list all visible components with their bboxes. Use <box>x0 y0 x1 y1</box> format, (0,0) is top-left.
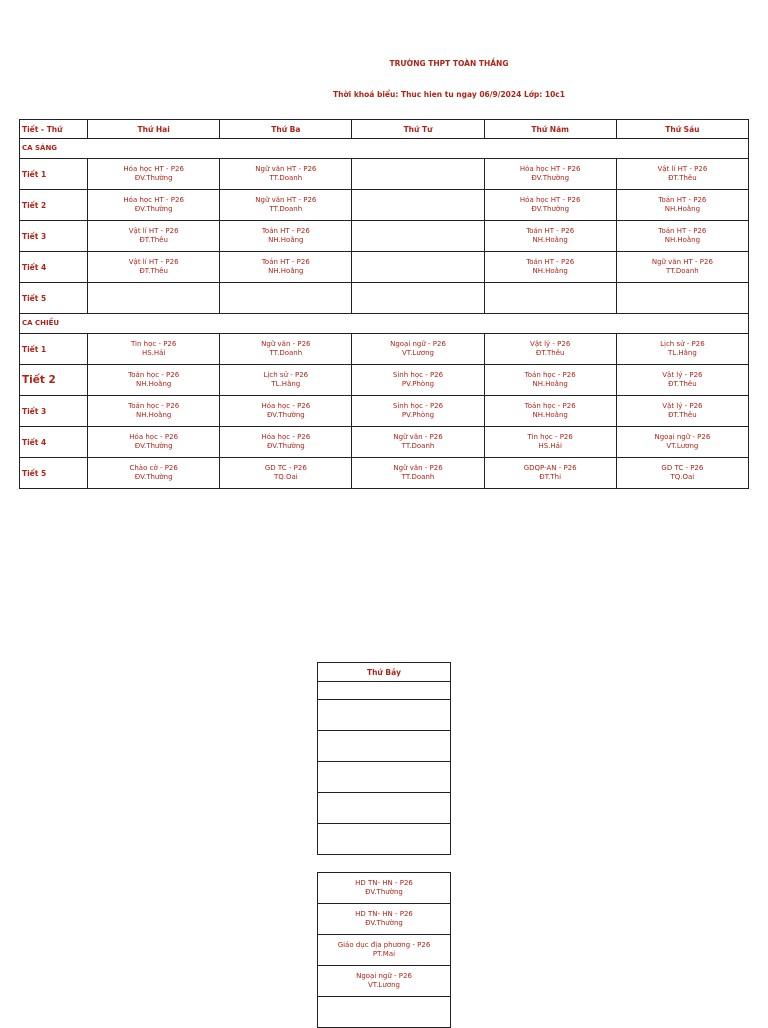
teacher-name: HS.Hải <box>538 442 562 450</box>
morning-row <box>20 283 749 314</box>
schedule-cell <box>616 283 748 314</box>
schedule-cell <box>484 221 616 252</box>
subject-name: Sinh học - P26 <box>392 371 444 379</box>
schedule-cell <box>88 221 220 252</box>
teacher-name: NH.Hoằng <box>136 380 172 388</box>
teacher-name: ĐT.Thi <box>539 473 562 481</box>
teacher-name: ĐT.Thêu <box>139 267 168 275</box>
timetable-main <box>19 119 749 489</box>
teacher-name: TT.Doanh <box>401 473 435 481</box>
teacher-name: VT.Lương <box>666 442 699 450</box>
header-monday: Thứ Hai <box>88 120 220 139</box>
schedule-cell <box>220 427 352 458</box>
schedule-cell <box>484 458 616 489</box>
teacher-name: ĐV.Thường <box>134 174 173 182</box>
schedule-cell <box>88 283 220 314</box>
schedule-cell <box>220 283 352 314</box>
subject-name: Hóa học HT - P26 <box>123 165 184 173</box>
teacher-name: PT.Mai <box>372 950 396 958</box>
teacher-name: PV.Phòng <box>401 411 435 419</box>
subject-name: Lịch sử - P26 <box>263 371 309 379</box>
timetable-saturday <box>317 662 451 1028</box>
saturday-morning-spacer <box>318 682 451 700</box>
teacher-name: NH.Hoằng <box>532 380 568 388</box>
subject-name: GD TC - P26 <box>661 464 704 472</box>
teacher-name: PV.Phòng <box>401 380 435 388</box>
saturday-cell <box>318 793 451 824</box>
teacher-name: ĐV.Thường <box>134 442 173 450</box>
saturday-cell <box>318 824 451 855</box>
subject-name: Hóa học - P26 <box>261 402 311 410</box>
header-thursday: Thứ Năm <box>484 120 616 139</box>
saturday-shift-gap <box>318 855 451 873</box>
subject-name: Chào cờ - P26 <box>129 464 178 472</box>
schedule-cell <box>616 190 748 221</box>
header-friday: Thứ Sáu <box>616 120 748 139</box>
subject-name: Vật lí HT - P26 <box>128 227 179 235</box>
teacher-name: TL.Hằng <box>667 349 697 357</box>
saturday-cell <box>318 873 451 904</box>
teacher-name: NH.Hoằng <box>268 267 304 275</box>
schedule-cell <box>352 190 484 221</box>
schedule-cell <box>88 190 220 221</box>
header-saturday: Thứ Bảy <box>318 663 451 682</box>
schedule-cell <box>352 427 484 458</box>
subject-name: Toán HT - P26 <box>261 258 310 266</box>
teacher-name: NH.Hoằng <box>532 267 568 275</box>
subject-name: Hóa học HT - P26 <box>519 165 581 173</box>
schedule-cell <box>88 427 220 458</box>
subject-name: Toán HT - P26 <box>658 227 707 235</box>
teacher-name: TL.Hằng <box>271 380 301 388</box>
teacher-name: TT.Doanh <box>666 267 699 275</box>
period-label: Tiết 1 <box>20 159 88 190</box>
schedule-cell <box>88 396 220 427</box>
morning-row <box>20 159 749 190</box>
header-wednesday: Thứ Tư <box>352 120 484 139</box>
schedule-cell <box>352 283 484 314</box>
teacher-name: ĐV.Thường <box>266 411 305 419</box>
subject-name: GDQP-AN - P26 <box>523 464 577 472</box>
subject-name: Ngoại ngữ - P26 <box>356 972 412 980</box>
schedule-cell <box>616 458 748 489</box>
afternoon-row <box>20 334 749 365</box>
teacher-name: NH.Hoằng <box>532 411 568 419</box>
timetable-subtitle: Thời khoá biểu: Thuc hien tu ngay 06/9/2024 Lớp: 10c1 <box>333 90 565 99</box>
schedule-cell <box>352 365 484 396</box>
header-tuesday: Thứ Ba <box>220 120 352 139</box>
period-label: Tiết 3 <box>20 396 88 427</box>
subject-name: Ngữ văn - P26 <box>393 464 443 472</box>
period-label: Tiết 2 <box>20 365 88 396</box>
teacher-name: ĐV.Thường <box>134 473 173 481</box>
subject-name: Tin học - P26 <box>130 340 177 348</box>
saturday-cell <box>318 700 451 731</box>
subject-name: Vật lý - P26 <box>662 402 703 410</box>
schedule-cell <box>616 396 748 427</box>
teacher-name: ĐV.Thường <box>531 205 570 213</box>
schedule-cell <box>616 252 748 283</box>
afternoon-row <box>20 396 749 427</box>
subject-name: Hóa học HT - P26 <box>123 196 184 204</box>
school-name: TRƯỜNG THPT TOÀN THẮNG <box>389 59 509 68</box>
subject-name: Hóa học - P26 <box>129 433 179 441</box>
schedule-cell <box>220 365 352 396</box>
schedule-cell <box>88 458 220 489</box>
teacher-name: TT.Doanh <box>401 442 435 450</box>
schedule-cell <box>352 334 484 365</box>
subject-name: Ngữ văn HT - P26 <box>651 258 713 266</box>
schedule-cell <box>220 458 352 489</box>
teacher-name: TQ.Oai <box>670 473 695 481</box>
subject-name: Toán HT - P26 <box>261 227 310 235</box>
schedule-cell <box>352 396 484 427</box>
schedule-cell <box>220 396 352 427</box>
subject-name: Ngoại ngữ - P26 <box>390 340 446 348</box>
teacher-name: VT.Lương <box>402 349 434 357</box>
subject-name: Toán học - P26 <box>128 402 180 410</box>
period-label: Tiết 5 <box>20 283 88 314</box>
subject-name: Tin học - P26 <box>527 433 573 441</box>
subject-name: GD TC - P26 <box>264 464 307 472</box>
schedule-cell <box>220 190 352 221</box>
period-label: Tiết 4 <box>20 427 88 458</box>
subject-name: Toán HT - P26 <box>526 227 575 235</box>
subject-name: Ngữ văn - P26 <box>261 340 311 348</box>
schedule-cell <box>220 159 352 190</box>
morning-shift-label: CA SÁNG <box>20 139 749 159</box>
saturday-cell <box>318 762 451 793</box>
saturday-cell <box>318 904 451 935</box>
saturday-cell <box>318 966 451 997</box>
schedule-cell <box>484 396 616 427</box>
teacher-name: ĐV.Thường <box>365 888 403 896</box>
subject-name: Ngoại ngữ - P26 <box>654 433 711 441</box>
header-period-day: Tiết - Thứ <box>20 120 88 139</box>
subject-name: Hóa học - P26 <box>261 433 311 441</box>
schedule-cell <box>484 159 616 190</box>
schedule-cell <box>484 365 616 396</box>
schedule-cell <box>352 221 484 252</box>
schedule-cell <box>484 190 616 221</box>
subject-name: Vật lí HT - P26 <box>657 165 708 173</box>
teacher-name: ĐT.Thêu <box>668 380 697 388</box>
schedule-cell <box>616 221 748 252</box>
schedule-cell <box>484 334 616 365</box>
subject-name: Sinh học - P26 <box>392 402 444 410</box>
afternoon-row <box>20 427 749 458</box>
morning-row <box>20 221 749 252</box>
morning-row <box>20 252 749 283</box>
saturday-cell <box>318 935 451 966</box>
teacher-name: TT.Doanh <box>269 174 303 182</box>
teacher-name: ĐT.Thêu <box>668 411 697 419</box>
teacher-name: ĐV.Thường <box>531 174 570 182</box>
schedule-cell <box>616 427 748 458</box>
subject-name: Toán HT - P26 <box>526 258 575 266</box>
teacher-name: ĐT.Thêu <box>139 236 168 244</box>
period-label: Tiết 5 <box>20 458 88 489</box>
teacher-name: HS.Hải <box>141 349 166 357</box>
period-label: Tiết 1 <box>20 334 88 365</box>
teacher-name: VT.Lương <box>368 981 400 989</box>
afternoon-row <box>20 458 749 489</box>
teacher-name: TT.Doanh <box>269 349 303 357</box>
teacher-name: NH.Hoằng <box>136 411 172 419</box>
teacher-name: NH.Hoằng <box>532 236 568 244</box>
teacher-name: NH.Hoằng <box>664 236 701 244</box>
subject-name: Hóa học HT - P26 <box>519 196 581 204</box>
schedule-cell <box>352 252 484 283</box>
subject-name: HD TN- HN - P26 <box>355 879 413 887</box>
subject-name: Vật lí HT - P26 <box>128 258 179 266</box>
subject-name: Giáo dục địa phương - P26 <box>337 941 431 949</box>
saturday-cell <box>318 731 451 762</box>
schedule-cell <box>220 221 352 252</box>
saturday-cell <box>318 997 451 1028</box>
schedule-cell <box>484 283 616 314</box>
teacher-name: ĐV.Thường <box>365 919 403 927</box>
teacher-name: ĐT.Thêu <box>668 174 697 182</box>
schedule-cell <box>88 159 220 190</box>
schedule-cell <box>220 252 352 283</box>
schedule-cell <box>484 427 616 458</box>
teacher-name: NH.Hoằng <box>664 205 701 213</box>
period-label: Tiết 2 <box>20 190 88 221</box>
schedule-cell <box>88 365 220 396</box>
subject-name: Toán HT - P26 <box>658 196 707 204</box>
afternoon-row <box>20 365 749 396</box>
schedule-cell <box>616 159 748 190</box>
teacher-name: ĐV.Thường <box>266 442 305 450</box>
teacher-name: TQ.Oai <box>273 473 298 481</box>
subject-name: Toán học - P26 <box>524 402 576 410</box>
period-label: Tiết 4 <box>20 252 88 283</box>
header-row <box>20 120 749 139</box>
subject-name: Ngữ văn HT - P26 <box>255 165 317 173</box>
schedule-cell <box>616 334 748 365</box>
schedule-cell <box>352 458 484 489</box>
subject-name: Vật lý - P26 <box>530 340 571 348</box>
teacher-name: ĐV.Thường <box>134 205 173 213</box>
schedule-cell <box>88 334 220 365</box>
teacher-name: ĐT.Thêu <box>535 349 565 357</box>
subject-name: Ngữ văn - P26 <box>393 433 443 441</box>
schedule-cell <box>220 334 352 365</box>
period-label: Tiết 3 <box>20 221 88 252</box>
subject-name: Lịch sử - P26 <box>660 340 705 348</box>
subject-name: Vật lý - P26 <box>662 371 703 379</box>
subject-name: Toán học - P26 <box>524 371 576 379</box>
morning-row <box>20 190 749 221</box>
subject-name: HD TN- HN - P26 <box>355 910 413 918</box>
schedule-cell <box>616 365 748 396</box>
teacher-name: TT.Doanh <box>269 205 303 213</box>
schedule-cell <box>484 252 616 283</box>
teacher-name: NH.Hoằng <box>268 236 304 244</box>
subject-name: Toán học - P26 <box>128 371 180 379</box>
schedule-cell <box>352 159 484 190</box>
afternoon-shift-label: CA CHIỀU <box>20 314 749 334</box>
schedule-cell <box>88 252 220 283</box>
subject-name: Ngữ văn HT - P26 <box>255 196 317 204</box>
